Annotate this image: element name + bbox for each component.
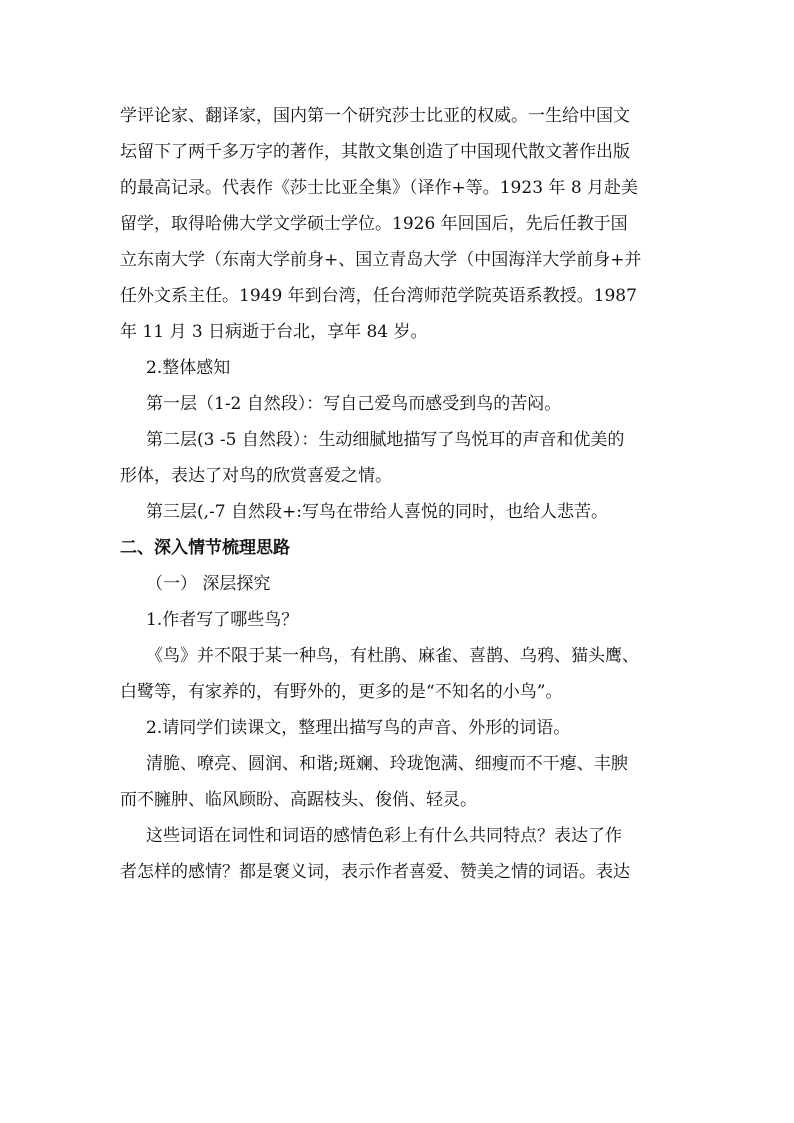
text-line: 留学，取得哈佛大学文学硕士学位。1926 年回国后，先后任教于国 — [120, 214, 628, 234]
layer-3-text: 第三层(,-7 自然段+:写鸟在带给人喜悦的同时，也给人悲苦。 — [146, 502, 608, 522]
question-3-line-1: 这些词语在词性和词语的感情色彩上有什么共同特点？表达了作 — [146, 826, 622, 846]
text-line: 立东南大学（东南大学前身+、国立青岛大学（中国海洋大学前身+并 — [120, 250, 642, 270]
section-2-subheading: （一） 深层探究 — [146, 574, 271, 594]
answer-1-line-1: 《鸟》并不限于某一种鸟，有杜鹃、麻雀、喜鹊、乌鸦、猫头鹰、 — [146, 646, 639, 666]
question-3-line-2: 者怎样的感情？都是褒义词，表示作者喜爱、赞美之情的词语。表达 — [120, 862, 630, 882]
layer-2-text-line-2: 形体，表达了对鸟的欣赏喜爱之情。 — [120, 466, 392, 486]
text-line: 的最高记录。代表作《莎士比亚全集》（译作+等。1923 年 8 月赴美 — [120, 178, 639, 198]
answer-1-line-2: 白鹭等，有家养的，有野外的，更多的是“不知名的小鸟”。 — [120, 682, 563, 702]
question-1: 1.作者写了哪些鸟？ — [146, 610, 299, 630]
section-2-heading: 二、深入情节梳理思路 — [120, 538, 290, 558]
text-line: 学评论家、翻译家，国内第一个研究莎士比亚的权威。一生给中国文 — [120, 106, 630, 126]
layer-2-text-line-1: 第二层(3 -5 自然段）：生动细腻地描写了鸟悦耳的声音和优美的 — [146, 430, 625, 450]
text-line: 任外文系主任。1949 年到台湾，任台湾师范学院英语系教授。1987 — [120, 286, 637, 306]
question-2: 2.请同学们读课文，整理出描写鸟的声音、外形的词语。 — [146, 718, 571, 738]
answer-2-line-1: 清脆、嘹亮、圆润、和谐;斑斓、玲珑饱满、细瘦而不干瘪、丰腴 — [146, 754, 628, 774]
text-line: 年 11 月 3 日病逝于台北，享年 84 岁。 — [120, 322, 428, 342]
overall-heading: 2.整体感知 — [146, 358, 231, 378]
answer-2-line-2: 而不臃肿、临风顾盼、高踞枝头、俊俏、轻灵。 — [120, 790, 477, 810]
layer-1-text: 第一层（1-2 自然段）：写自己爱鸟而感受到鸟的苦闷。 — [146, 394, 562, 414]
text-line: 坛留下了两千多万字的著作，其散文集创造了中国现代散文著作出版 — [120, 142, 630, 162]
